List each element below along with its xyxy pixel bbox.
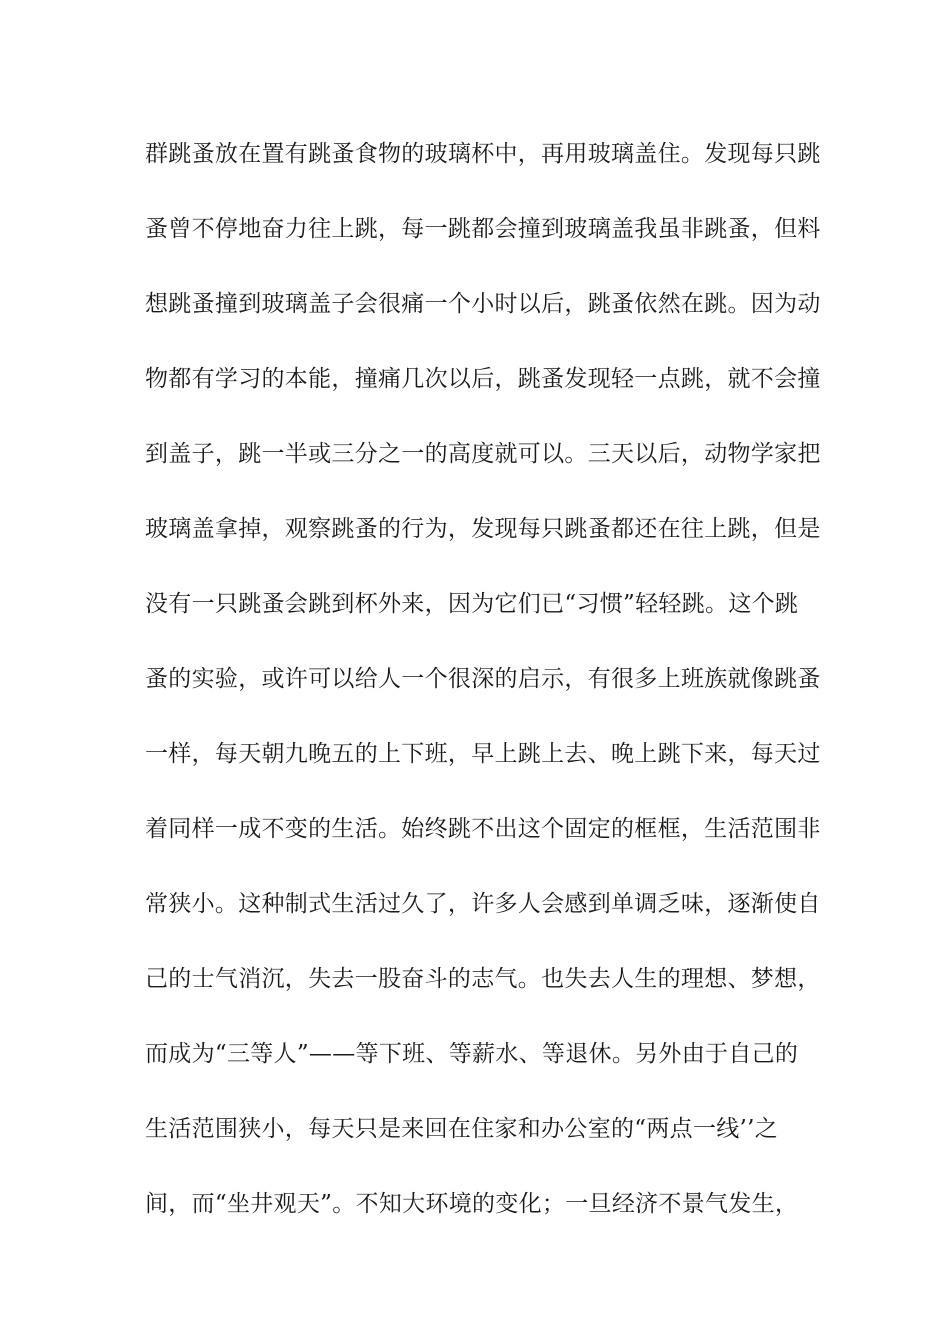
text-line-8: 蚤的实验，或许可以给人一个很深的启示，有很多上班族就像跳蚤: [145, 666, 821, 692]
text-line-11: 常狭小。这种制式生活过久了，许多人会感到单调乏味，逐渐使自: [145, 891, 821, 917]
text-line-4: 物都有学习的本能，撞痛几次以后，跳蚤发现轻一点跳，就不会撞: [145, 366, 821, 392]
text-line-13: 而成为“三等人”——等下班、等薪水、等退休。另外由于自己的: [145, 1041, 799, 1067]
text-line-2: 蚤曾不停地奋力往上跳，每一跳都会撞到玻璃盖我虽非跳蚤，但料: [145, 216, 821, 242]
text-line-14: 生活范围狭小，每天只是来回在住家和办公室的“两点一线’’之: [145, 1116, 779, 1142]
text-line-3: 想跳蚤撞到玻璃盖子会很痛一个小时以后，跳蚤依然在跳。因为动: [145, 291, 821, 317]
text-line-7: 没有一只跳蚤会跳到杯外来，因为它们已“习惯”轻轻跳。这个跳: [145, 591, 799, 617]
text-line-12: 己的士气消沉，失去一股奋斗的志气。也失去人生的理想、梦想，: [145, 966, 821, 992]
text-line-5: 到盖子，跳一半或三分之一的高度就可以。三天以后，动物学家把: [145, 441, 821, 467]
text-line-9: 一样，每天朝九晚五的上下班，早上跳上去、晚上跳下来，每天过: [145, 741, 821, 767]
text-line-6: 玻璃盖拿掉，观察跳蚤的行为，发现每只跳蚤都还在往上跳，但是: [145, 516, 821, 542]
text-line-15: 间，而“坐井观天”。不知大环境的变化；一旦经济不景气发生，: [145, 1191, 799, 1217]
text-line-10: 着同样一成不变的生活。始终跳不出这个固定的框框，生活范围非: [145, 816, 821, 842]
body-text: [145, 134, 821, 1259]
text-line-1: 群跳蚤放在置有跳蚤食物的玻璃杯中，再用玻璃盖住。发现每只跳: [145, 141, 821, 167]
